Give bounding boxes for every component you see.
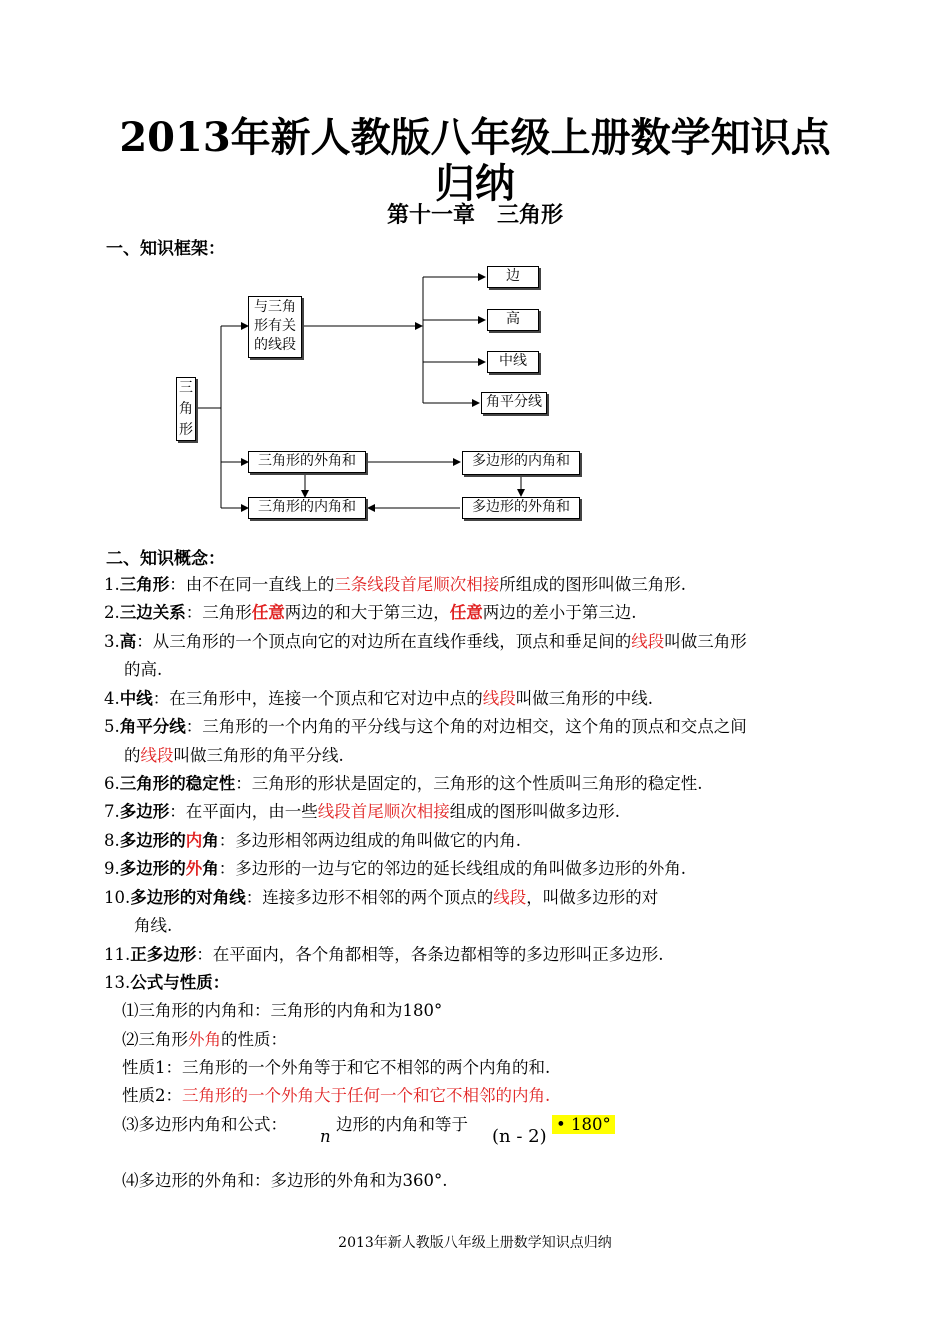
chapter-heading: 第十一章 三角形 (386, 203, 563, 228)
framework-height-box: 高 (487, 309, 539, 331)
concept-item-5: 5.角平分线：三角形的一个内角的平分线与这个角的对边相交，这个角的顶点和交点之间 (104, 717, 747, 736)
section-concepts-heading: 二、知识概念： (106, 549, 225, 569)
concept-item-7: 7.多边形：在平面内，由一些线段首尾顺次相接组成的图形叫做多边形. (104, 802, 620, 821)
formula-2: ⑵三角形外角的性质： (122, 1030, 287, 1049)
framework-poly-interior-box: 多边形的内角和 (462, 451, 580, 475)
property-1: 性质1：三角形的一个外角等于和它不相邻的两个内角的和. (122, 1058, 551, 1077)
framework-side-box: 边 (487, 266, 539, 288)
formula-4: ⑷多边形的外角和：多边形的外角和为360°. (122, 1171, 448, 1190)
formula-3-text: 边形的内角和等于 (336, 1115, 468, 1134)
page-title-line1: 2013年新人教版八年级上册数学知识点 (119, 114, 831, 161)
concept-item-5-cont: 的线段叫做三角形的角平分线. (124, 746, 344, 765)
concept-item-4: 4.中线：在三角形中，连接一个顶点和它对边中点的线段叫做三角形的中线. (104, 689, 653, 708)
formula-3-expression: (n - 2) (492, 1126, 547, 1147)
concept-item-8: 8.多边形的内角：多边形相邻两边组成的角叫做它的内角. (104, 831, 521, 850)
framework-poly-exterior-box: 多边形的外角和 (462, 497, 580, 519)
formula-3-highlight: • 180° (552, 1114, 615, 1136)
framework-exterior-sum-box: 三角形的外角和 (248, 451, 366, 473)
concept-item-10: 10.多边形的对角线：连接多边形不相邻的两个顶点的线段，叫做多边形的对 (104, 888, 659, 907)
concept-item-6: 6.三角形的稳定性：三角形的形状是固定的，三角形的这个性质叫三角形的稳定性. (104, 774, 703, 793)
concept-item-10-cont: 角线. (134, 916, 173, 935)
concept-item-9: 9.多边形的外角：多边形的一边与它的邻边的延长线组成的角叫做多边形的外角. (104, 859, 686, 878)
formula-3-n: n (320, 1127, 331, 1146)
concept-item-13: 13.公式与性质： (104, 973, 230, 992)
page-footer: 2013年新人教版八年级上册数学知识点归纳 (338, 1235, 612, 1251)
framework-interior-sum-box: 三角形的内角和 (248, 497, 366, 519)
concept-item-3-cont: 的高. (124, 660, 163, 679)
framework-root-triangle: 三角形 (176, 377, 196, 441)
concept-item-3: 3.高：从三角形的一个顶点向它的对边所在直线作垂线，顶点和垂足间的线段叫做三角形 (104, 632, 747, 651)
concept-item-11: 11.正多边形：在平面内，各个角都相等，各条边都相等的多边形叫正多边形. (104, 945, 664, 964)
property-2: 性质2：三角形的一个外角大于任何一个和它不相邻的内角. (122, 1086, 551, 1105)
framework-median-box: 中线 (487, 351, 539, 373)
formula-3: ⑶多边形内角和公式： (122, 1115, 287, 1134)
framework-bisector-box: 角平分线 (481, 392, 547, 414)
concept-item-1: 1.三角形：由不在同一直线上的三条线段首尾顺次相接所组成的图形叫做三角形. (104, 575, 686, 594)
formula-1: ⑴三角形的内角和：三角形的内角和为180° (122, 1001, 443, 1020)
section-framework-heading: 一、知识框架： (106, 239, 225, 259)
concept-item-2: 2.三边关系：三角形任意两边的和大于第三边，任意两边的差小于第三边. (104, 603, 637, 622)
page-title-line2: 归纳 (435, 160, 515, 207)
framework-segments-box: 与三角形有关的线段 (248, 296, 302, 358)
